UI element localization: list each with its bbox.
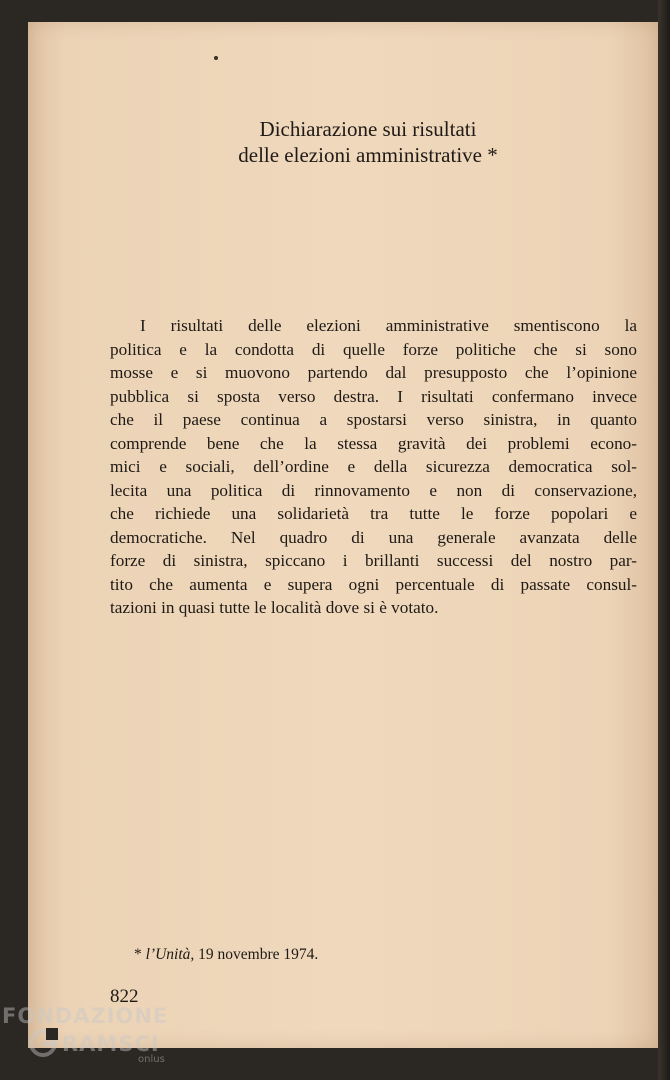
page-title	[178, 116, 558, 168]
book-page	[28, 22, 660, 1048]
body-line: politica e la condotta di quelle forze politiche che si sono	[110, 339, 637, 359]
g-logo-icon	[28, 1028, 58, 1058]
title-line-2: delle elezioni amministrative *	[238, 143, 498, 167]
body-line: I risultati delle elezioni amministrative smentiscono la	[140, 316, 637, 335]
body-line: mici e sociali, dell’ordine e della sicurezza democratica sol-	[110, 457, 637, 476]
body-line: che richiede una solidarietà tra tutte le forze popolari e	[110, 504, 637, 523]
body-line: forze di sinistra, spiccano i brillanti successi del nostro par-	[110, 551, 637, 570]
footnote-marker: *	[134, 946, 142, 963]
watermark-line-2: RAMSCI	[62, 1032, 160, 1056]
body-line: comprende bene che la stessa gravità dei problemi econo-	[110, 433, 637, 453]
body-line: che il paese continua a spostarsi verso sinistra, in quanto	[110, 410, 637, 429]
body-line: tazioni in quasi tutte le località dove si è votato.	[110, 598, 439, 617]
watermark-logo	[2, 1004, 169, 1065]
watermark-suffix: onlus	[138, 1054, 165, 1065]
title-line-1: Dichiarazione sui risultati	[259, 117, 477, 141]
watermark-line-1: FONDAZIONE	[2, 1004, 169, 1028]
footnote-source: l’Unità,	[145, 946, 195, 963]
body-line: mosse e si muovono partendo dal presupposto che l’opinione	[110, 363, 637, 382]
body-paragraph	[110, 314, 637, 620]
footnote-date: 19 novembre 1974.	[198, 946, 319, 963]
body-line: democratiche. Nel quadro di una generale avanzata delle	[110, 527, 637, 547]
book-edge-shadow	[658, 0, 670, 1080]
watermark-row-2	[2, 1028, 168, 1065]
body-line: tito che aumenta e supera ogni percentuale di passate consul-	[110, 574, 637, 594]
page-number: 822	[110, 986, 139, 1007]
footnote	[134, 946, 318, 964]
body-line: pubblica si sposta verso destra. I risultati confermano invece	[110, 386, 637, 406]
body-line: lecita una politica di rinnovamento e non di conservazione,	[110, 480, 637, 500]
ink-speck	[214, 56, 218, 60]
